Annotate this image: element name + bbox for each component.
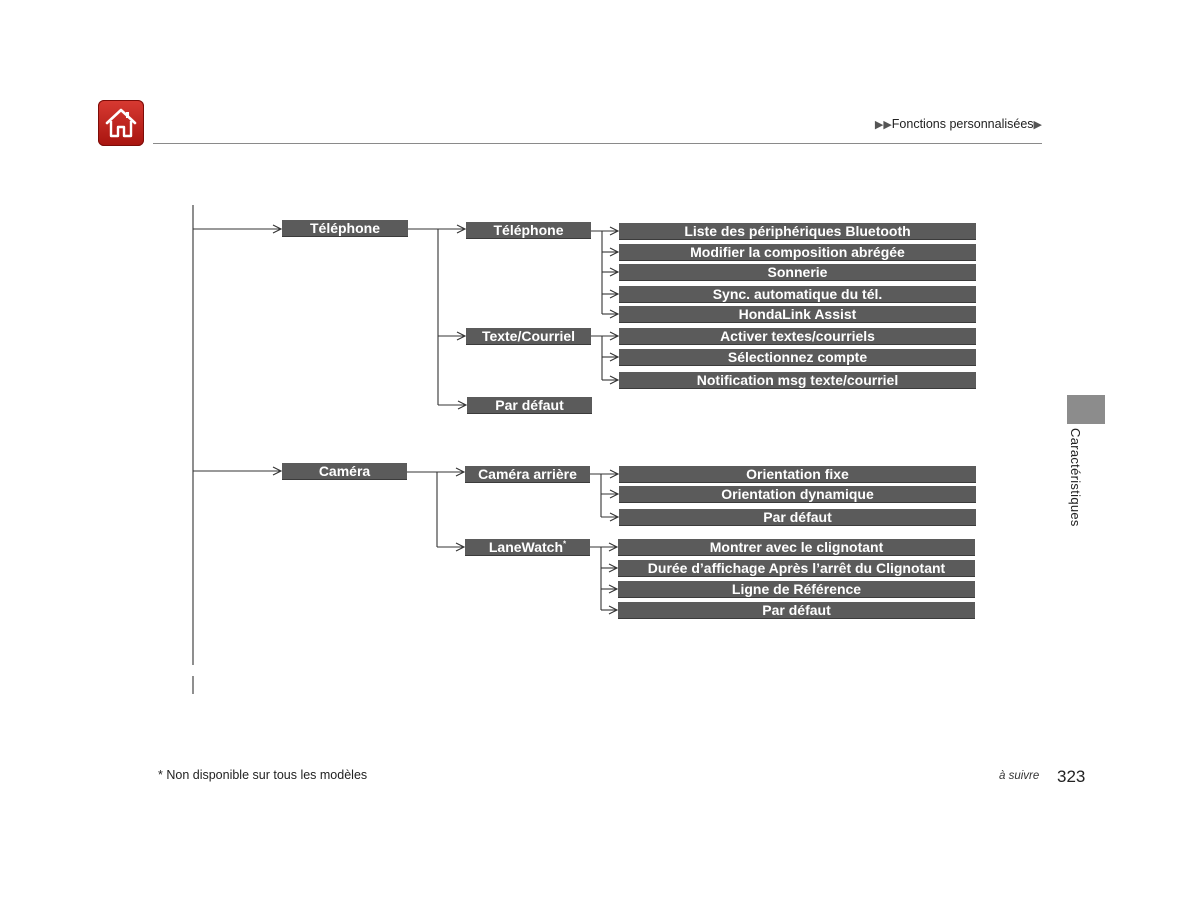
footnote-marker: * (563, 539, 567, 549)
menu-item-select-account[interactable]: Sélectionnez compte (619, 349, 976, 365)
section-label: Caractéristiques (1068, 428, 1083, 527)
menu-item-ringtone[interactable]: Sonnerie (619, 264, 976, 280)
menu-item-telephone-sub[interactable]: Téléphone (466, 222, 591, 238)
menu-item-speed-dial[interactable]: Modifier la composition abrégée (619, 244, 976, 260)
menu-item-fixed-guideline[interactable]: Orientation fixe (619, 466, 976, 482)
lanewatch-label: LaneWatch (488, 539, 564, 555)
menu-item-lanewatch[interactable] (465, 539, 590, 555)
menu-item-dynamic-guideline[interactable]: Orientation dynamique (619, 486, 976, 502)
footnote: * Non disponible sur tous les modèles (158, 768, 368, 782)
menu-item-texte-courriel[interactable]: Texte/Courriel (466, 328, 591, 344)
menu-item-phone-sync[interactable]: Sync. automatique du tél. (619, 286, 976, 302)
menu-item-enable-texts[interactable]: Activer textes/courriels (619, 328, 976, 344)
menu-item-rear-camera[interactable]: Caméra arrière (465, 466, 590, 482)
menu-item-text-notification[interactable]: Notification msg texte/courriel (619, 372, 976, 388)
menu-item-camera-default[interactable]: Par défaut (619, 509, 976, 525)
menu-item-telephone[interactable]: Téléphone (282, 220, 408, 236)
continue-label[interactable]: à suivre (999, 770, 1040, 782)
page-number: 323 (1057, 767, 1086, 786)
menu-item-hondalink[interactable]: HondaLink Assist (619, 306, 976, 322)
menu-item-bluetooth-devices[interactable]: Liste des périphériques Bluetooth (619, 223, 976, 239)
menu-item-camera[interactable]: Caméra (282, 463, 407, 479)
breadcrumb-arrow-icon: ▶▶ (874, 119, 892, 131)
menu-item-reference-line[interactable]: Ligne de Référence (618, 581, 975, 597)
menu-item-telephone-par-defaut[interactable]: Par défaut (467, 397, 592, 413)
menu-item-lanewatch-default[interactable]: Par défaut (618, 602, 975, 618)
menu-item-show-with-signal[interactable]: Montrer avec le clignotant (618, 539, 975, 555)
breadcrumb-next-icon: ▶ (1033, 119, 1042, 131)
menu-item-display-duration[interactable]: Durée d’affichage Après l’arrêt du Clignotant (618, 560, 975, 576)
breadcrumb-text[interactable]: Fonctions personnalisées (891, 117, 1034, 131)
